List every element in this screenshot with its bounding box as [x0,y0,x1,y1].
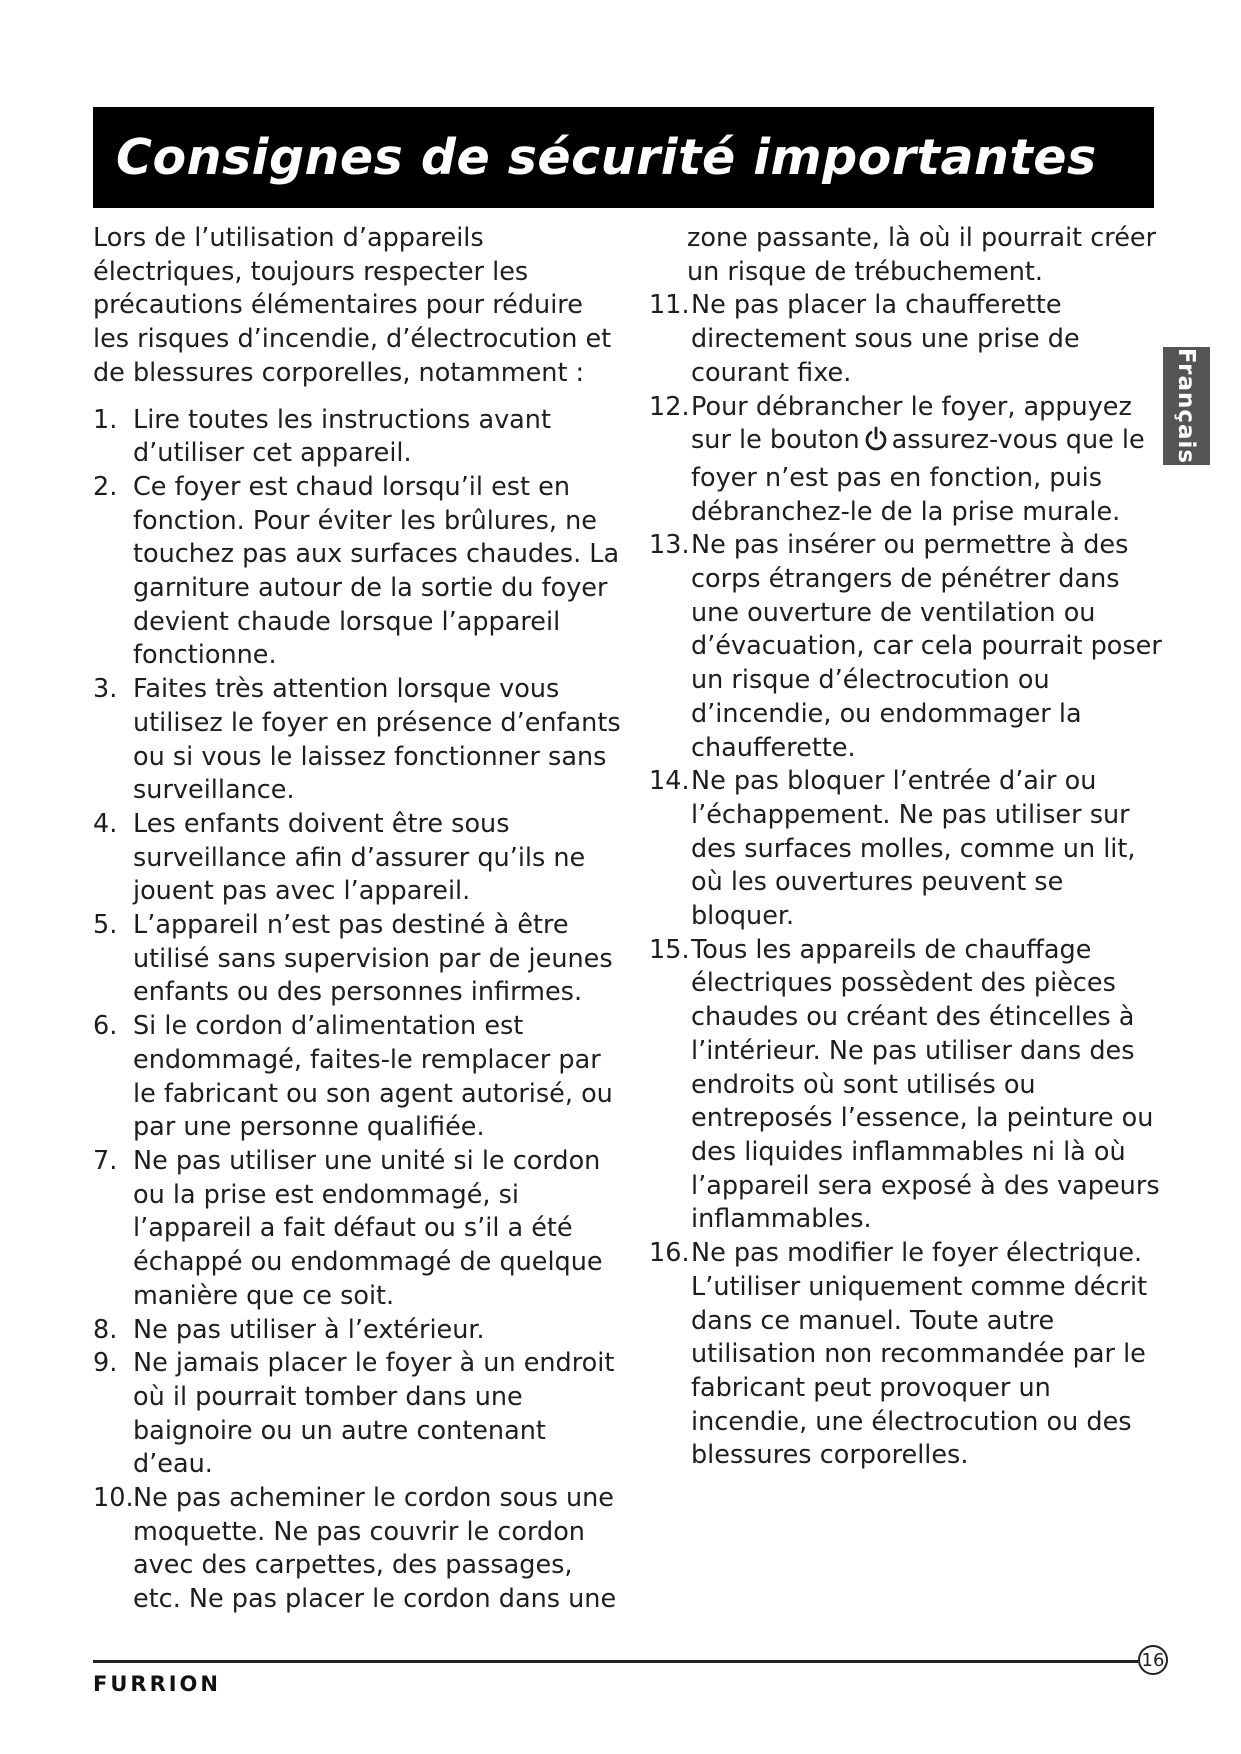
language-tab [1163,347,1210,465]
furrion-logo [93,1673,233,1699]
list-item: 13. Ne pas insérer ou permettre à des corps étrangers de pénétrer dans une ouverture de ventilation ou d’évacuation, car cela pourrait poser un risque d’électrocution ou d’incendie, ou endommager la chaufferette. [649,530,1162,763]
power-icon [863,426,889,462]
list-item: 7. Ne pas utiliser une unité si le cordon ou la prise est endommagé, si l’appareil a fait défaut ou s’il a été échappé ou endommagé de quelque manière que ce soit. [93,1145,603,1311]
left-column [93,222,623,1617]
safety-list-left [93,404,623,1617]
list-item: 11. Ne pas placer la chaufferette directement sous une prise de courant fixe. [649,290,1080,388]
footer-divider [93,1660,1138,1663]
list-item: 14. Ne pas bloquer l’entrée d’air ou l’échappement. Ne pas utiliser sur des surfaces molles, comme un lit, où les ouvertures peuvent se bloquer. [649,766,1136,932]
safety-list-right [649,289,1169,1473]
brand-logo-text: FURRION [93,1673,221,1695]
list-item-continuation: zone passante, là où il pourrait créer un risque de trébuchement. [687,223,1157,287]
list-item: 1. Lire toutes les instructions avant d’utiliser cet appareil. [93,404,551,469]
right-column [649,222,1169,1473]
list-item: 5. L’appareil n’est pas destiné à être utilisé sans supervision par de jeunes enfants ou des personnes infirmes. [93,910,613,1008]
list-item: 4. Les enfants doivent être sous surveillance afin d’assurer qu’ils ne jouent pas avec l’appareil. [93,808,586,907]
language-tab-label: Français [1173,347,1200,465]
list-item: 12. Pour débrancher le foyer, appuyez sur le bouton assurez-vous que le foyer n’est pas en fonction, puis débranchez-le de la prise murale. [649,391,1145,527]
list-item: 6. Si le cordon d’alimentation est endommagé, faites-le remplacer par le fabricant ou son agent autorisé, ou par une personne qualifiée. [93,1011,613,1143]
intro-paragraph: Lors de l’utilisation d’appareils électriques, toujours respecter les précautions élémentaires pour réduire les risques d’incendie, d’électrocution et de blessures corporelles, notamment : [93,223,612,388]
list-item: 2. Ce foyer est chaud lorsqu’il est en fonction. Pour éviter les brûlures, ne touchez pas aux surfaces chaudes. La garniture autour de la sortie du foyer devient chaude lorsque l’appareil fonctionne. [93,471,620,671]
page-title: Consignes de sécurité importantes [116,129,1097,186]
list-item: 10. Ne pas acheminer le cordon sous une moquette. Ne pas couvrir le cordon avec des carpettes, des passages, etc. Ne pas placer le cordon dans une [93,1483,617,1615]
list-item: 15. Tous les appareils de chauffage électriques possèdent des pièces chaudes ou créant des étincelles à l’intérieur. Ne pas utiliser dans des endroits où sont utilisés ou entreposés l’essence, la peinture ou des liquides inflammables ni là où l’appareil sera exposé à des vapeurs inflammables. [649,934,1160,1235]
list-item: 16. Ne pas modifier le foyer électrique. L’utiliser uniquement comme décrit dans ce manuel. Toute autre utilisation non recommandée par le fabricant peut provoquer un incendie, une électrocution ou des blessures corporelles. [649,1238,1148,1471]
title-banner [93,107,1154,208]
list-item: 9. Ne jamais placer le foyer à un endroit où il pourrait tomber dans une baignoire ou un autre contenant d’eau. [93,1348,615,1480]
page-number: 16 [1138,1645,1168,1675]
list-item: 8. Ne pas utiliser à l’extérieur. [93,1314,485,1345]
list-item: 3. Faites très attention lorsque vous utilisez le foyer en présence d’enfants ou si vous le laissez fonctionner sans surveillance. [93,674,621,806]
